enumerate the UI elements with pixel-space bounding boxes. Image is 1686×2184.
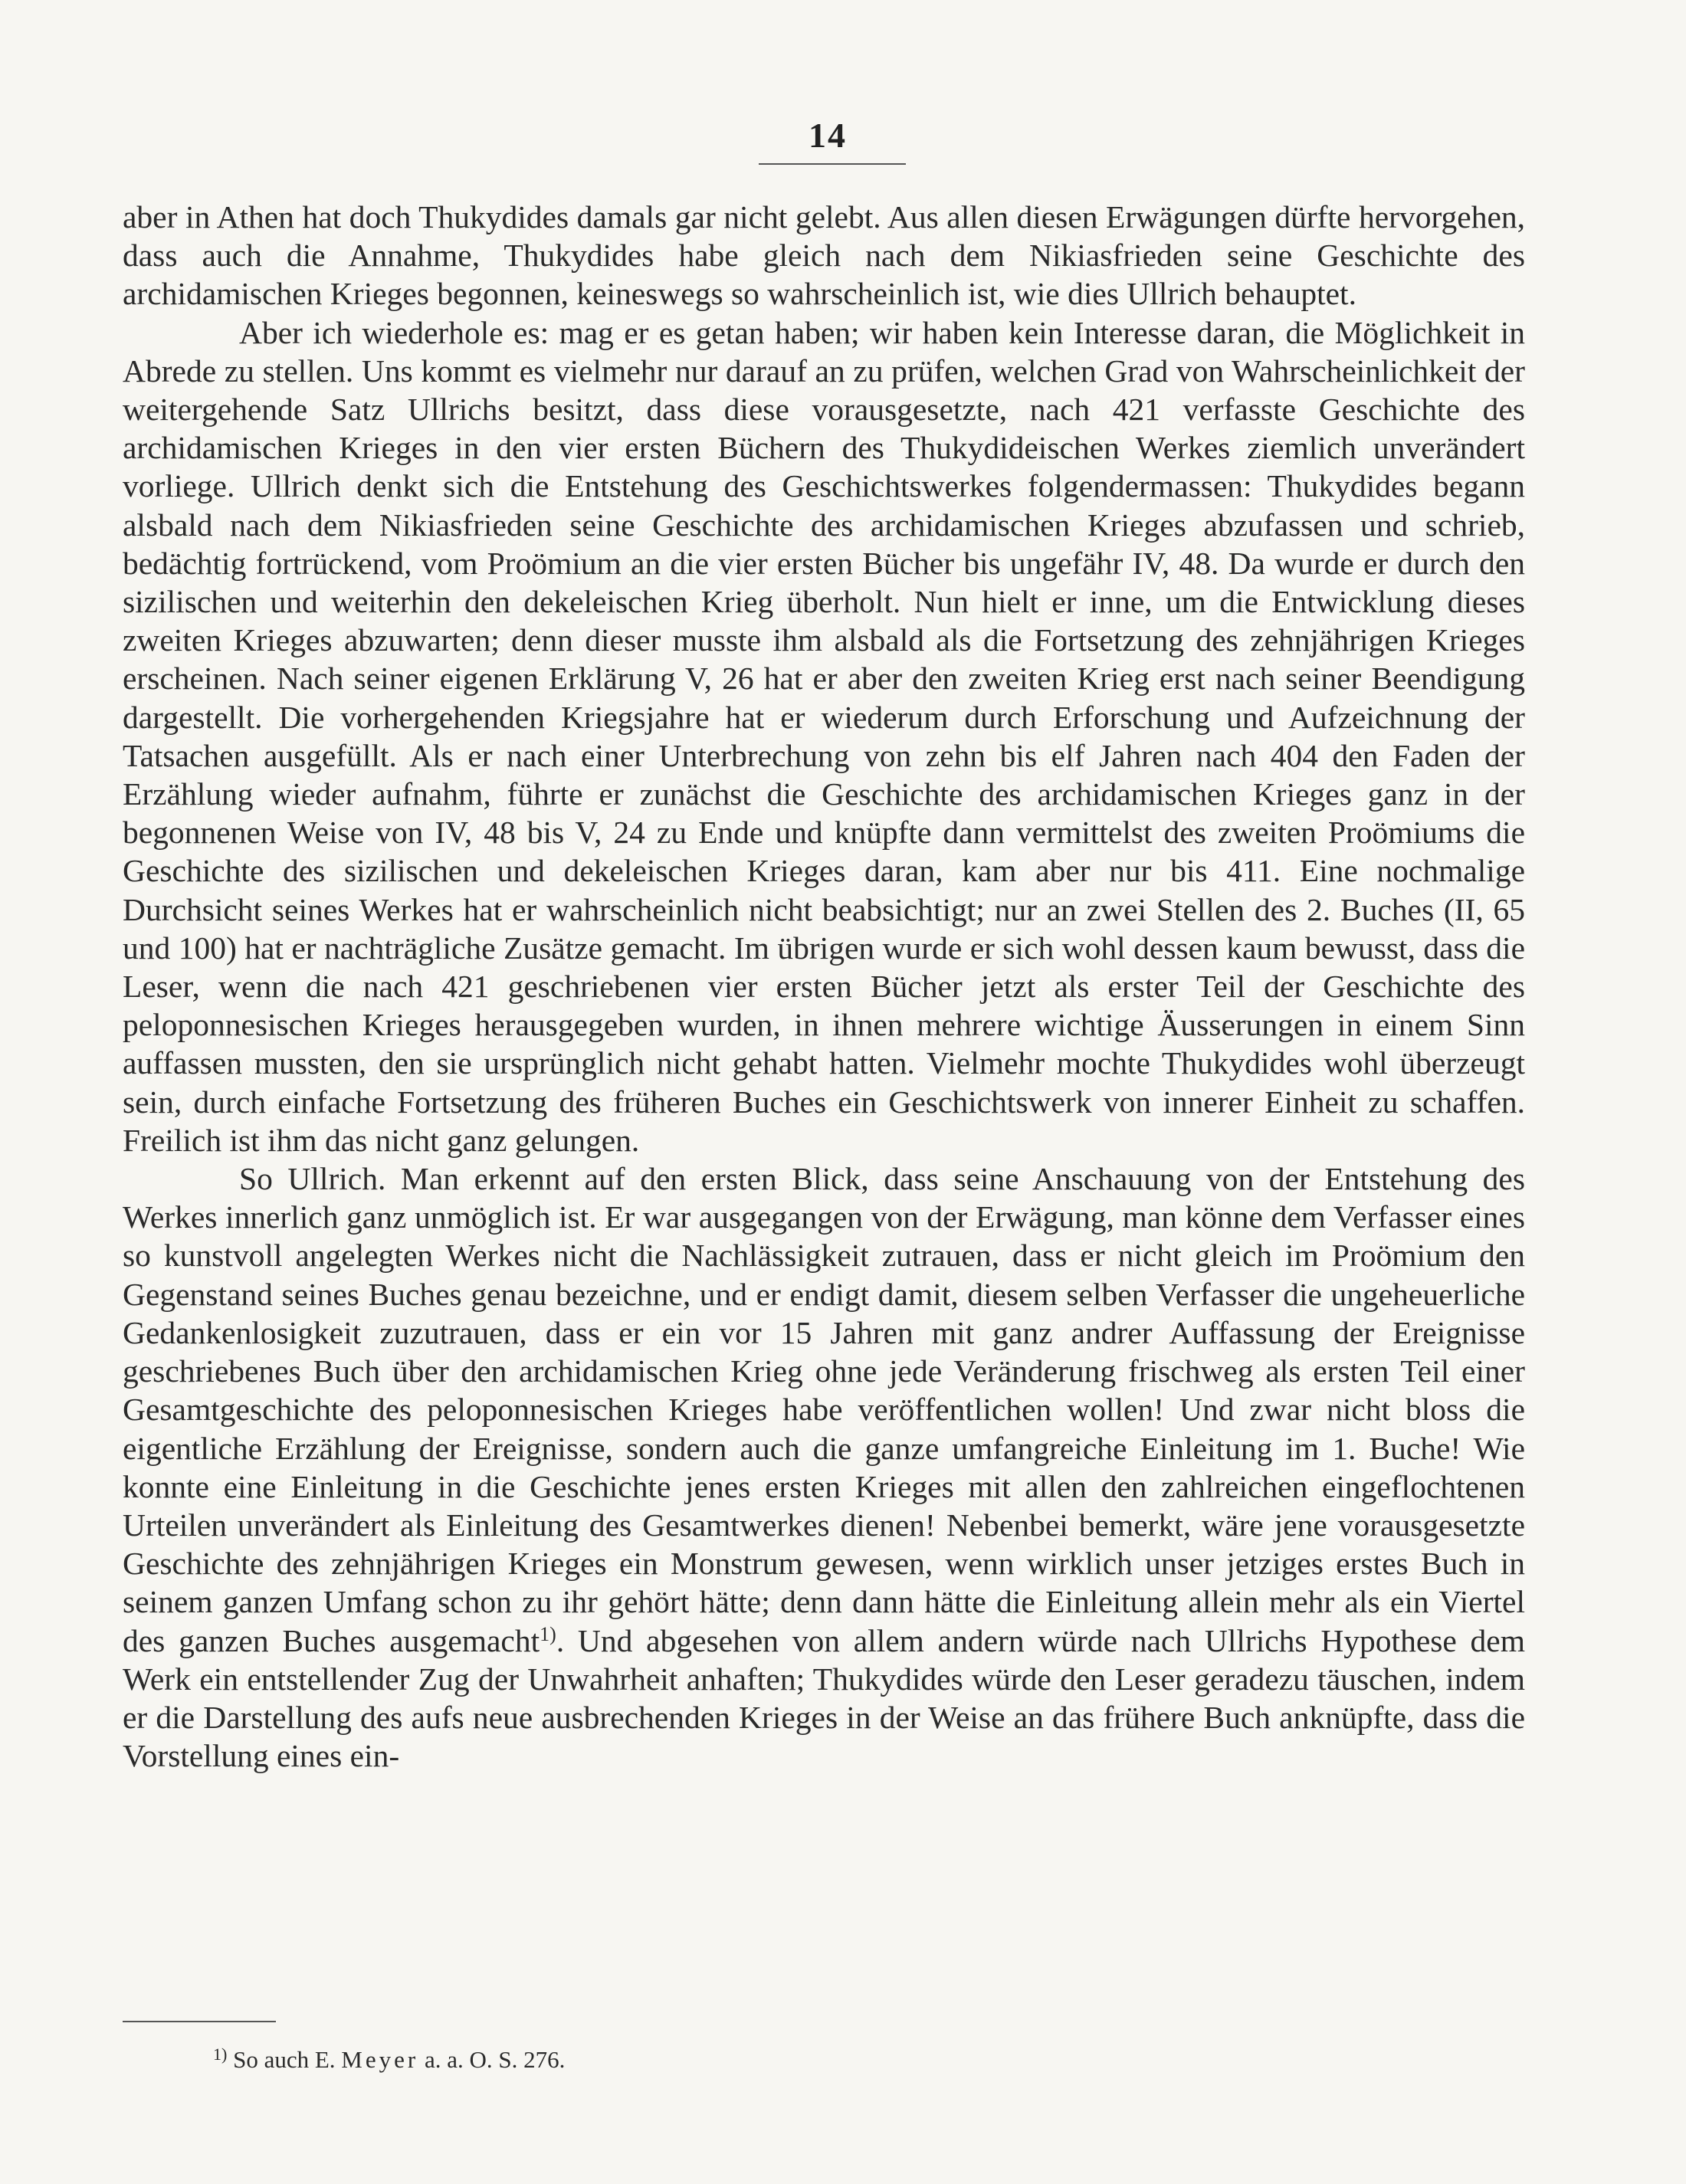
- footnote-author-name: Meyer: [341, 2046, 419, 2073]
- footnote-rule: [123, 2021, 276, 2022]
- paragraph-1: aber in Athen hat doch Thukydides damals gar nicht gelebt. Aus allen diesen Erwägungen dürfte hervorgehen, dass auch die Annahme, Thukydides habe gleich nach dem Nikiasfrieden seine Geschichte des archidamischen Krieges begonnen, keineswegs so wahrscheinlich ist, wie dies Ullrich behauptet.: [123, 199, 1525, 312]
- paragraph-3: [123, 1159, 1525, 1775]
- footnote-text-after-name: a. a. O. S. 276.: [424, 2046, 566, 2073]
- footnote-reference[interactable]: 1): [540, 1622, 556, 1645]
- paragraph-3-text-before-note: So Ullrich. Man erkennt auf den ersten Blick, dass seine Anschauung von der Entstehung des Werkes innerlich ganz unmöglich ist. Er war ausgegangen von der Erwägung, man könne dem Verfasser eines so kunstvoll angelegten Werkes nicht die Nachlässigkeit zutrauen, dass er nicht gleich im Proömium den Gegenstand seines Buches genau bezeichne, und er endigt damit, diesem selben Verfasser die ungeheuerliche Gedankenlosigkeit zuzutrauen, dass er ein vor 15 Jahren mit ganz andrer Auffassung der Ereignisse geschriebenes Buch über den archidamischen Krieg ohne jede Veränderung frischweg als ersten Teil einer Gesamtgeschichte des peloponnesischen Krieges habe veröffentlichen wollen! Und zwar nicht bloss die eigentliche Erzählung der Ereignisse, sondern auch die ganze umfangreiche Einleitung im 1. Buche! Wie konnte eine Einleitung in die Geschichte jenes ersten Krieges mit allen den zahlreichen eingeflochtenen Urteilen unverändert als Einleitung des Gesamtwerkes dienen! Nebenbei bemerkt, wäre jene vorausgesetzte Geschichte des zehnjährigen Krieges ein Monstrum gewesen, wenn wirklich unser jetziges erstes Buch in seinem ganzen Umfang schon zu ihr gehört hätte; denn dann hätte die Einleitung allein mehr als ein Viertel des ganzen Buches ausgemacht: [123, 1161, 1525, 1658]
- page-number: 14: [809, 116, 847, 155]
- paragraph-2: Aber ich wiederhole es: mag er es getan haben; wir haben kein Interesse daran, die Möglichkeit in Abrede zu stellen. Uns kommt es vielmehr nur darauf an zu prüfen, welchen Grad von Wahrscheinlichkeit der weitergehende Satz Ullrichs besitzt, dass diese vorausgesetzte, nach 421 verfasste Geschichte des archidamischen Krieges in den vier ersten Büchern des Thukydideischen Werkes ziemlich unverändert vorliege. Ullrich denkt sich die Entstehung des Geschichtswerkes folgendermassen: Thukydides begann alsbald nach dem Nikiasfrieden seine Geschichte des archidamischen Krieges abzufassen und schrieb, bedächtig fortrückend, vom Proömium an die vier ersten Bücher bis ungefähr IV, 48. Da wurde er durch den sizilischen und weiterhin den dekeleischen Krieg überholt. Nun hielt er inne, um die Entwicklung dieses zweiten Krieges abzuwarten; denn dieser musste ihm alsbald als die Fortsetzung des zehnjährigen Krieges erscheinen. Nach seiner eigenen Erklärung V, 26 hat er aber den zweiten Krieg erst nach seiner Beendigung dargestellt. Die vorhergehenden Kriegsjahre hat er wiederum durch Erforschung und Aufzeichnung der Tatsachen ausgefüllt. Als er nach einer Unterbrechung von zehn bis elf Jahren nach 404 den Faden der Erzählung wieder aufnahm, führte er zunächst die Geschichte des archidamischen Krieges ganz in der begonnenen Weise von IV, 48 bis V, 24 zu Ende und knüpfte dann vermittelst des zweiten Proömiums die Geschichte des sizilischen und dekeleischen Krieges daran, kam aber nur bis 411. Eine nochmalige Durchsicht seines Werkes hat er wahrscheinlich nicht beabsichtigt; nur an zwei Stellen des 2. Buches (II, 65 und 100) hat er nachträgliche Zusätze gemacht. Im übrigen wurde er sich wohl dessen kaum bewusst, dass die Leser, wenn die nach 421 geschriebenen vier ersten Bücher jetzt als erster Teil der Geschichte des peloponnesischen Krieges herausgegeben wurden, in ihnen mehrere wichtige Äusserungen in einem Sinn auffassen mussten, den sie ursprünglich nicht gehabt hatten. Vielmehr mochte Thukydides wohl überzeugt sein, durch einfache Fortsetzung des früheren Buches ein Geschichtswerk von innerer Einheit zu schaffen. Freilich ist ihm das nicht ganz gelungen.: [123, 314, 1525, 1158]
- body-text: [123, 198, 1525, 1775]
- page-number-rule: [759, 163, 906, 165]
- footnote-marker: 1): [213, 2045, 228, 2064]
- footnote: [213, 2045, 565, 2075]
- paragraph-3-text-after-note: . Und abgesehen von allem andern würde nach Ullrichs Hypothese dem Werk ein entstellender Zug der Unwahrheit anhaften; Thukydides würde den Leser geradezu täuschen, indem er die Darstellung des aufs neue ausbrechenden Krieges in der Weise an das frühere Buch anknüpfte, dass die Vorstellung eines ein-: [123, 1622, 1526, 1774]
- footnote-text-before-name: So auch E.: [233, 2046, 336, 2073]
